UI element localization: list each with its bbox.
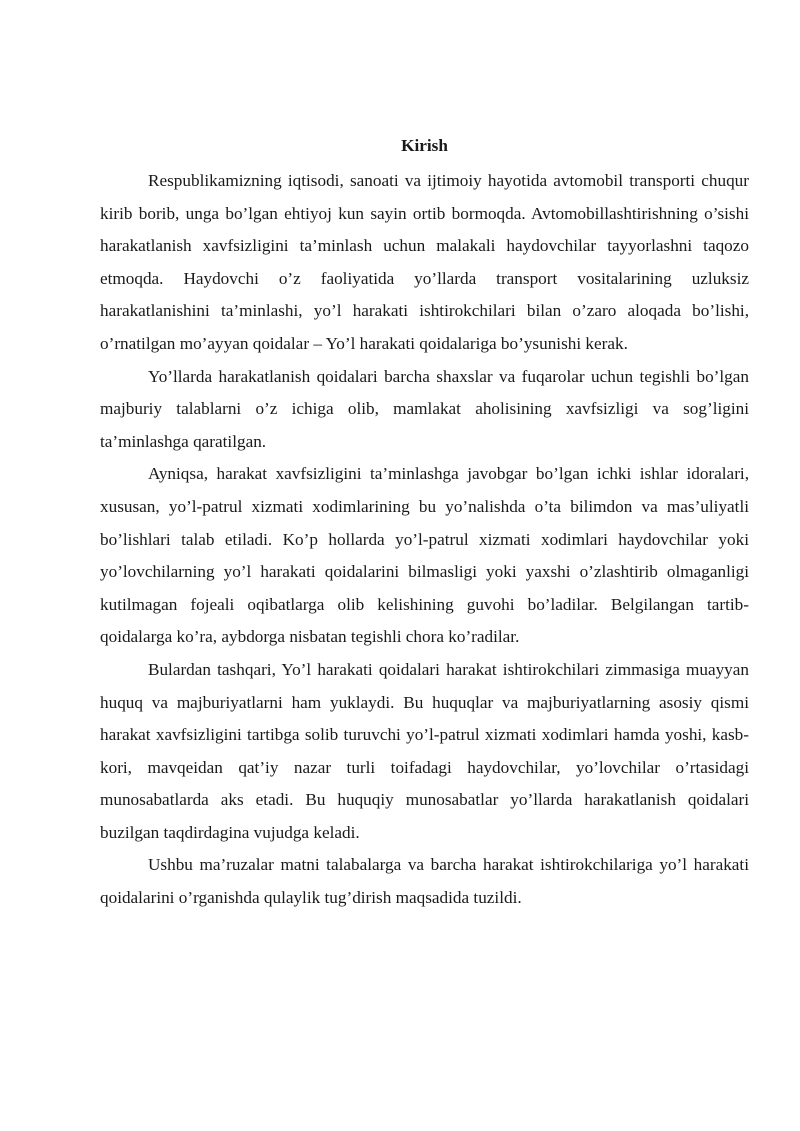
page-title: Kirish	[401, 136, 448, 155]
paragraph-2: Yo’llarda harakatlanish qoidalari barcha shaxslar va fuqarolar uchun tegishli bo’lgan majburiy talablarni o’z ichiga olib, mamlakat aholisining xavfsizligi va sog’ligini ta’minlashga qaratilgan.	[100, 366, 749, 451]
paragraph-3: Ayniqsa, harakat xavfsizligini ta’minlashga javobgar bo’lgan ichki ishlar idoralari, xususan, yo’l-patrul xizmati xodimlarining bu yo’nalishda o’ta bilimdon va mas’uliyatli bo’lishlari talab etiladi. Ko’p hollarda yo’l-patrul xizmati xodimlari haydovchilar yoki yo’lovchilarning yo’l harakati qoidalarini bilmasligi yoki yaxshi o’zlashtirib olmaganligi kutilmagan fojeali oqibatlarga olib kelishining guvohi bo’ladilar. Belgilangan tartib-qoidalarga ko’ra, aybdorga nisbatan tegishli chora ko’radilar.	[100, 464, 749, 647]
paragraph-4: Bulardan tashqari, Yo’l harakati qoidalari harakat ishtirokchilari zimmasiga muayyan huquq va majburiyatlarni ham yuklaydi. Bu huquqlar va majburiyatlarning asosiy qismi harakat xavfsizligini tartibga solib turuvchi yo’l-patrul xizmati xodimlari hamda yoshi, kasb-kori, mavqeidan qat’iy nazar turli toifadagi haydovchilar, yo’lovchilar o’rtasidagi munosabatlarda aks etadi. Bu huquqiy munosabatlar yo’llarda harakatlanish qoidalari buzilgan taqdirdagina vujudga keladi.	[100, 659, 749, 842]
document-body	[100, 131, 749, 915]
paragraph-1: Respublikamizning iqtisodi, sanoati va ijtimoiy hayotida avtomobil transporti chuqur kirib borib, unga bo’lgan ehtiyoj kun sayin ortib bormoqda. Avtomobillashtirishning o’sishi harakatlanish xavfsizligini ta’minlash uchun malakali haydovchilar tayyorlashni taqozo etmoqda. Haydovchi o’z faoliyatida yo’llarda transport vositalarining uzluksiz harakatlanishini ta’minlashi, yo’l harakati ishtirokchilari bilan o’zaro aloqada bo’lishi, o’rnatilgan mo’ayyan qoidalar – Yo’l harakati qoidalariga bo’ysunishi kerak.	[100, 171, 749, 353]
paragraph-5: Ushbu ma’ruzalar matni talabalarga va barcha harakat ishtirokchilariga yo’l harakati qoidalarini o’rganishda qulaylik tug’dirish maqsadida tuzildi.	[100, 855, 749, 908]
